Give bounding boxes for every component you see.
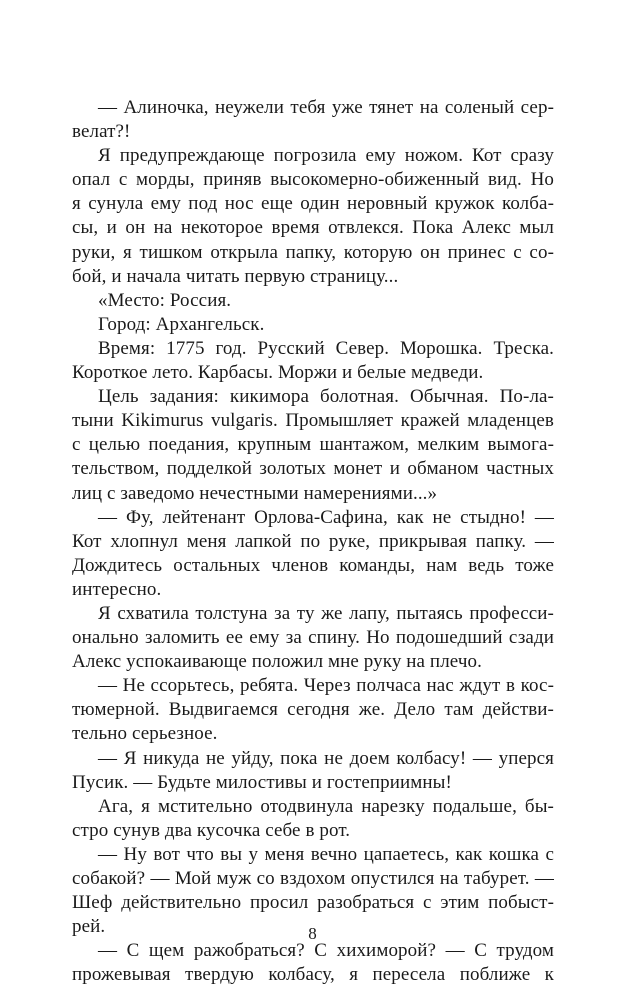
- text-line: с целью поедания, крупным шантажом, мелким вымога-: [72, 434, 554, 456]
- text-line: Время: 1775 год. Русский Север. Морошка. Треска.: [98, 337, 554, 359]
- text-line: рей.: [72, 916, 106, 938]
- text-line: — Фу, лейтенант Орлова-Сафина, как не стыдно! —: [98, 506, 554, 528]
- text-line: руки, я тишком открыла папку, которую он принес с со-: [72, 241, 554, 263]
- text-line: — Не ссорьтесь, ребята. Через полчаса нас ждут в кос-: [98, 675, 554, 697]
- text-line: велат?!: [72, 121, 131, 143]
- text-line: Цель задания: кикимора болотная. Обычная. По-ла-: [98, 386, 554, 408]
- text-line: Ага, я мстительно отодвинула нарезку подальше, бы-: [98, 795, 554, 817]
- text-line: — Ну вот что вы у меня вечно цапаетесь, как кошка с: [98, 843, 554, 865]
- text-line: Алекс успокаивающе положил мне руку на плечо.: [72, 651, 482, 673]
- text-line: Кот хлопнул меня лапкой по руке, прикрывая папку. —: [72, 530, 554, 552]
- text-line: стро сунув два кусочка себе в рот.: [72, 819, 351, 841]
- text-line: — Алиночка, неужели тебя уже тянет на соленый сер-: [98, 97, 554, 118]
- text-line: интересно.: [72, 578, 162, 600]
- text-line: бой, и начала читать первую страницу...: [72, 265, 399, 287]
- text-line: прожевывая твердую колбасу, я пересела поближе к: [72, 964, 554, 986]
- text-line: тельно серьезное.: [72, 723, 218, 745]
- text-line: Город: Архангельск.: [98, 313, 265, 335]
- text-line: сы, и он на некоторое время отвлекся. Пока Алекс мыл: [72, 217, 554, 239]
- text-line: тюмерной. Выдвигаемся сегодня же. Дело там действи-: [72, 699, 554, 721]
- body-text: [72, 96, 554, 987]
- text-line: Короткое лето. Карбасы. Моржи и белые медведи.: [72, 362, 484, 384]
- text-line: опал с морды, приняв высокомерно-обиженный вид. Но: [72, 169, 554, 191]
- text-line: лиц с заведомо нечестными намерениями...»: [72, 482, 438, 504]
- text-line: «Место: Россия.: [98, 289, 232, 311]
- text-line: я сунула ему под нос еще один неровный кружок колба-: [72, 193, 554, 215]
- text-line: тельством, подделкой золотых монет и обманом частных: [72, 458, 554, 480]
- text-line: онально заломить ее ему за спину. Но подошедший сзади: [72, 627, 554, 649]
- text-line: собакой? — Мой муж со вздохом опустился на табурет. —: [72, 868, 554, 889]
- text-line: Я предупреждающе погрозила ему ножом. Кот сразу: [98, 145, 554, 167]
- text-line: Шеф действительно просил разобраться с этим побыст-: [72, 892, 554, 914]
- text-line: — С щем ражобраться? С хихиморой? — С трудом: [98, 940, 554, 962]
- text-line: тыни Kikimurus vulgaris. Промышляет кражей младенцев: [72, 410, 554, 432]
- text-line: — Я никуда не уйду, пока не доем колбасу! — уперся: [98, 747, 554, 769]
- text-line: Пусик. — Будьте милостивы и гостеприимны!: [72, 771, 452, 793]
- text-line: Я схватила толстуна за ту же лапу, пытаясь професси-: [98, 602, 554, 624]
- text-line: Дождитесь остальных членов команды, нам ведь тоже: [72, 554, 554, 576]
- page-number: 8: [308, 924, 317, 943]
